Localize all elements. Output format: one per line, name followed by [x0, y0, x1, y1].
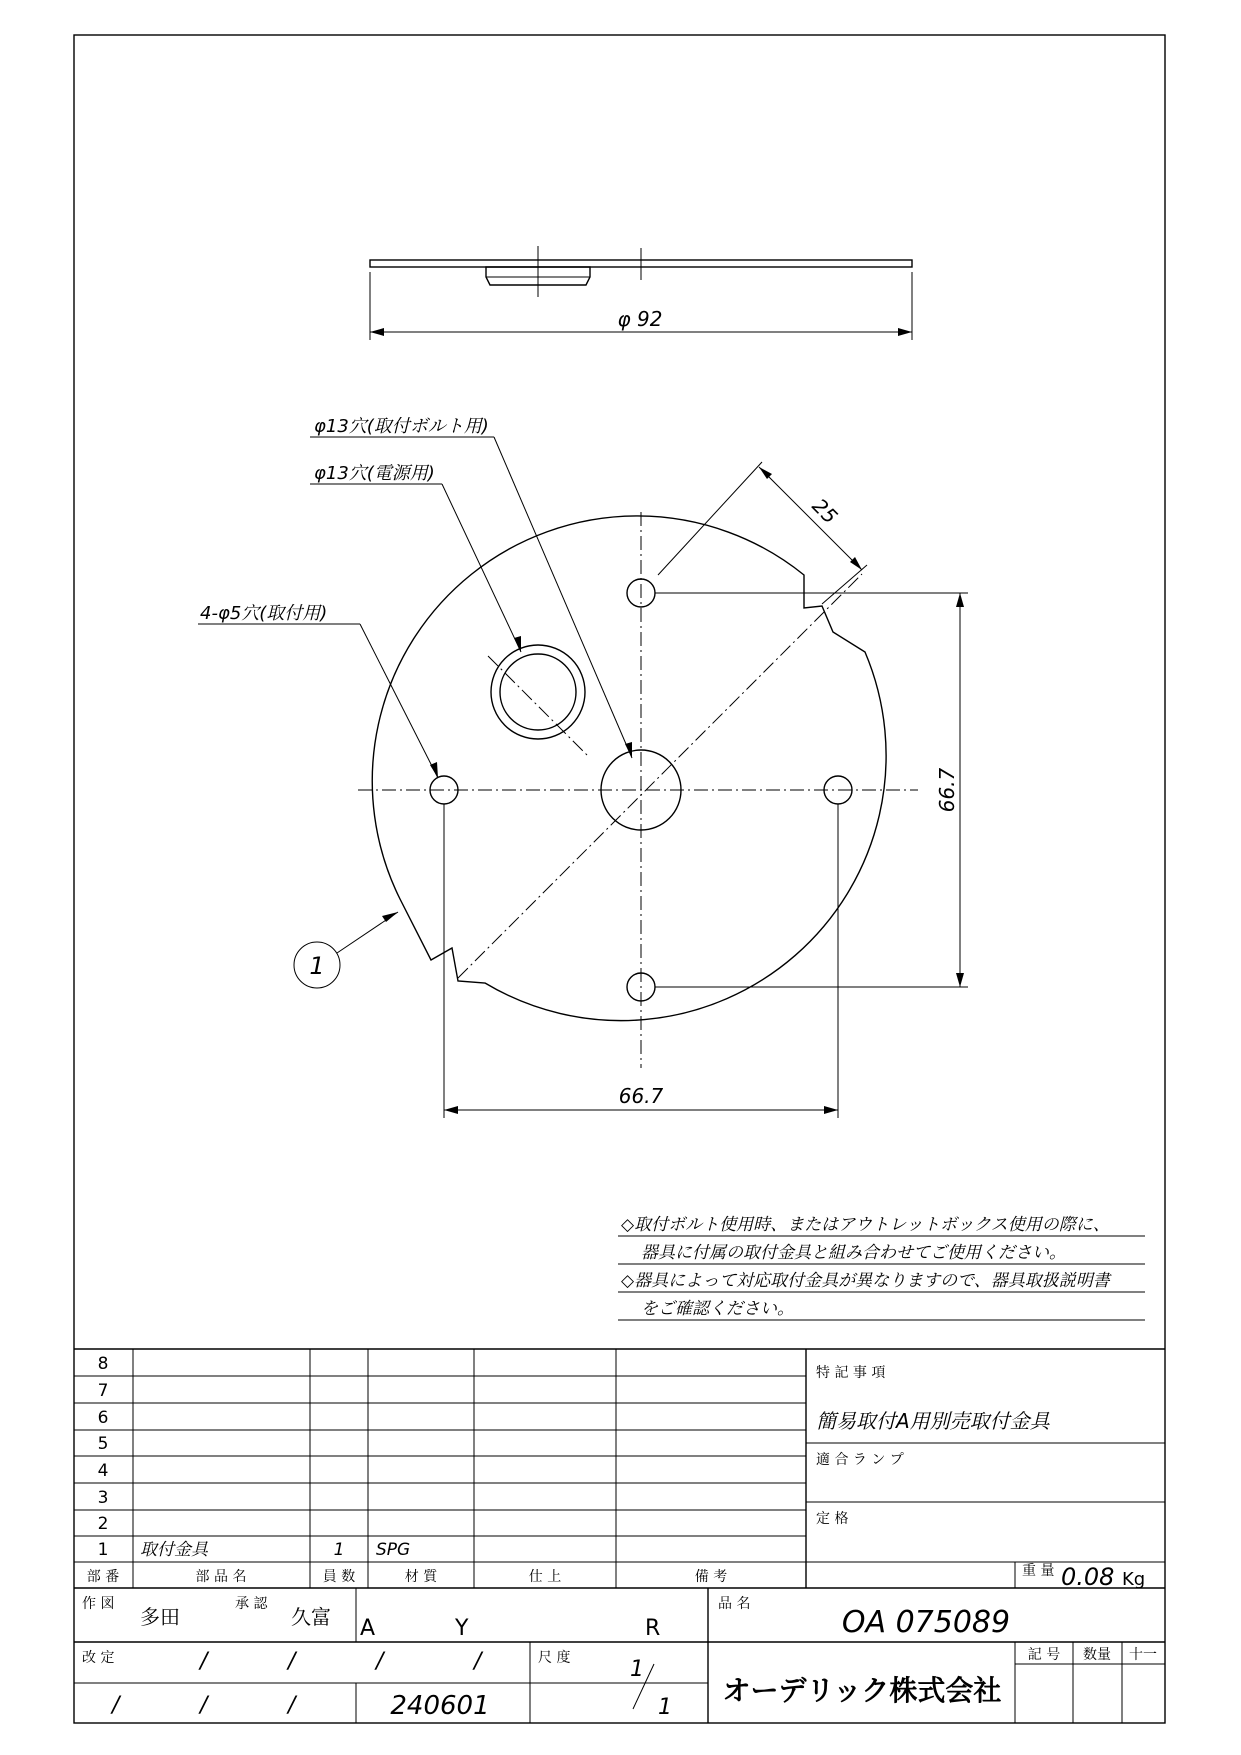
- header-qty: 員 数: [322, 1569, 356, 1585]
- revision-slash: /: [288, 1649, 296, 1674]
- revision-label: 改 定: [82, 1650, 115, 1666]
- row-number: 2: [97, 1514, 109, 1534]
- row-number: 8: [97, 1354, 109, 1374]
- row-number: 6: [97, 1408, 109, 1428]
- note-line-1: ◇取付ボルト使用時、またはアウトレットボックス使用の際に、: [621, 1215, 1110, 1235]
- scale-denominator: 1: [658, 1695, 672, 1720]
- row-number: 5: [97, 1434, 109, 1454]
- part-qty: 1: [333, 1540, 345, 1560]
- revision-slash: /: [112, 1693, 120, 1718]
- special-notes-label: 特 記 事 項: [816, 1365, 886, 1381]
- right-panel: [806, 1364, 1165, 1591]
- approved-label: 承 認: [235, 1596, 268, 1612]
- row-number: 4: [97, 1461, 109, 1481]
- notes: [618, 1215, 1145, 1320]
- extra-label: 十一: [1129, 1647, 1157, 1663]
- product-label: 品 名: [718, 1596, 751, 1612]
- plate-outline: [372, 516, 886, 1021]
- note-line-4: をご確認ください。: [641, 1299, 794, 1319]
- scale-numerator: 1: [630, 1657, 644, 1682]
- revision-slash: /: [288, 1693, 296, 1718]
- header-part-no: 部 番: [86, 1569, 120, 1585]
- row-number: 7: [97, 1381, 109, 1401]
- scale-label: 尺 度: [538, 1650, 571, 1666]
- company-name: オーデリック株式会社: [722, 1674, 1002, 1707]
- header-part-name: 部 品 名: [195, 1569, 247, 1585]
- note-line-2: 器具に付属の取付金具と組み合わせてご使用ください。: [641, 1243, 1066, 1263]
- side-view: [370, 246, 912, 340]
- note-line-3: ◇器具によって対応取付金具が異なりますので、器具取扱説明書: [621, 1271, 1110, 1291]
- revision-slash: /: [474, 1649, 482, 1674]
- revision-slash: /: [200, 1649, 208, 1674]
- part-bubble-number: 1: [309, 952, 325, 980]
- weight-label: 重 量: [1022, 1563, 1055, 1579]
- power-hole-outer: [491, 645, 585, 739]
- plan-view: [198, 416, 968, 1118]
- bolt-hole-callout: φ13穴(取付ボルト用): [314, 416, 489, 437]
- power-hole-inner: [500, 654, 576, 730]
- row-number: 1: [97, 1540, 109, 1560]
- angle-dimension: 25: [807, 493, 843, 529]
- weight-unit: Kg: [1122, 1569, 1146, 1590]
- special-notes-value: 簡易取付A用別売取付金具: [816, 1409, 1050, 1433]
- weight-value: 0.08: [1061, 1563, 1115, 1591]
- header-material: 材 質: [404, 1569, 438, 1585]
- revision-date: 240601: [390, 1691, 490, 1721]
- part-name: 取付金具: [140, 1540, 208, 1560]
- vertical-dimension: 66.7: [935, 767, 959, 813]
- part-material: SPG: [376, 1540, 411, 1560]
- revision-slash: /: [376, 1649, 384, 1674]
- rating-label: 定 格: [816, 1511, 849, 1527]
- horizontal-dimension: 66.7: [618, 1084, 664, 1108]
- sheet-border: [74, 35, 1165, 1723]
- grade-a: A: [360, 1616, 376, 1641]
- header-finish: 仕 上: [528, 1569, 562, 1585]
- header-remarks: 備 考: [694, 1569, 728, 1585]
- power-hole-callout: φ13穴(電源用): [314, 463, 435, 484]
- drawn-by: 多田: [140, 1605, 180, 1629]
- quantity-label: 数量: [1083, 1647, 1111, 1663]
- mount-holes-callout: 4-φ5穴(取付用): [200, 603, 328, 624]
- symbol-label: 記 号: [1027, 1647, 1061, 1663]
- diameter-dimension: φ 92: [617, 307, 663, 331]
- title-block: [74, 1588, 1165, 1723]
- row-number: 3: [97, 1488, 109, 1508]
- drawn-label: 作 図: [82, 1596, 115, 1612]
- grade-r: R: [645, 1616, 661, 1641]
- lamp-label: 適 合 ラ ン プ: [816, 1452, 904, 1468]
- parts-table: [74, 1349, 1165, 1588]
- approved-by: 久富: [291, 1605, 331, 1629]
- grade-y: Y: [455, 1616, 469, 1641]
- revision-slash: /: [200, 1693, 208, 1718]
- product-number: OA 075089: [841, 1605, 1011, 1640]
